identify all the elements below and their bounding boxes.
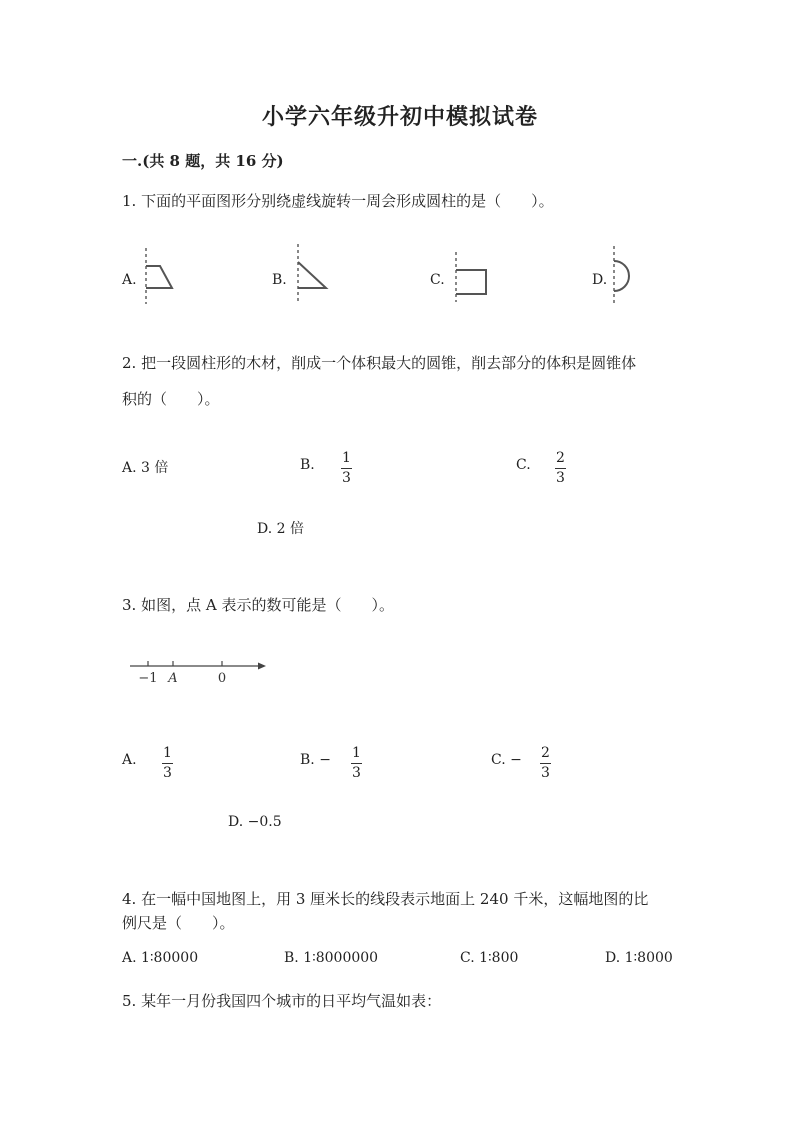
label-point-a: A (168, 671, 178, 686)
fraction-denominator: 3 (556, 470, 565, 486)
fraction-bar (351, 763, 362, 764)
q1-option-c-label[interactable]: C. (430, 272, 445, 288)
q1-option-a-label[interactable]: A. (122, 272, 137, 288)
fraction-numerator: 2 (541, 745, 550, 761)
q3-option-c-fraction (540, 746, 551, 781)
q3-option-a-fraction (162, 746, 173, 781)
question-1-text: 1. 下面的平面图形分别绕虚线旋转一周会形成圆柱的是（ ）。 (122, 192, 554, 210)
fraction-denominator: 3 (342, 470, 351, 486)
fraction-numerator: 2 (556, 450, 565, 466)
question-2-line-2: 积的（ ）。 (122, 390, 220, 408)
number-line (128, 652, 273, 688)
fraction-denominator: 3 (541, 765, 550, 781)
section-heading: 一.(共 8 题，共 16 分) (122, 152, 284, 170)
q1-figure-c-rectangle (450, 250, 495, 304)
fraction-numerator: 1 (352, 745, 361, 761)
question-4-line-1: 4. 在一幅中国地图上，用 3 厘米长的线段表示地面上 240 千米，这幅地图的比 (122, 890, 649, 908)
q4-option-a[interactable]: A. 1∶80000 (122, 950, 199, 966)
fraction-numerator: 1 (342, 450, 351, 466)
fraction-bar (341, 468, 352, 469)
fraction-bar (162, 763, 173, 764)
q2-option-d[interactable]: D. 2 倍 (257, 521, 304, 537)
question-4-line-2: 例尺是（ ）。 (122, 914, 235, 932)
q1-option-b-label[interactable]: B. (272, 272, 287, 288)
q1-figure-b-triangle (292, 242, 337, 306)
q1-figure-a-trapezoid (140, 246, 180, 306)
fraction-bar (540, 763, 551, 764)
q2-option-b-fraction (341, 451, 352, 486)
q4-option-c[interactable]: C. 1∶800 (460, 950, 519, 966)
q3-option-c-label[interactable]: C. − (491, 752, 522, 768)
q1-figure-d-semicircle (608, 244, 648, 306)
q2-option-c-fraction (555, 451, 566, 486)
q3-option-d[interactable]: D. −0.5 (228, 814, 282, 830)
q3-option-a-label[interactable]: A. (122, 752, 137, 768)
number-line-arrow (258, 663, 266, 670)
label-zero: 0 (217, 671, 227, 686)
q2-option-b-label[interactable]: B. (300, 457, 315, 473)
q4-option-b[interactable]: B. 1∶8000000 (284, 950, 379, 966)
q1-option-d-label[interactable]: D. (592, 272, 608, 288)
question-2-line-1: 2. 把一段圆柱形的木材，削成一个体积最大的圆锥，削去部分的体积是圆锥体 (122, 354, 637, 372)
fraction-denominator: 3 (163, 765, 172, 781)
fraction-bar (555, 468, 566, 469)
label-minus-one: −1 (138, 671, 158, 686)
fraction-numerator: 1 (163, 745, 172, 761)
q3-option-b-fraction (351, 746, 362, 781)
fraction-denominator: 3 (352, 765, 361, 781)
question-3-text: 3. 如图，点 A 表示的数可能是（ ）。 (122, 596, 394, 614)
q4-option-d[interactable]: D. 1∶8000 (605, 950, 673, 966)
q3-option-b-label[interactable]: B. − (300, 752, 331, 768)
q2-option-c-label[interactable]: C. (516, 457, 531, 473)
question-5-text: 5. 某年一月份我国四个城市的日平均气温如表： (122, 992, 442, 1010)
q2-option-a[interactable]: A. 3 倍 (122, 460, 169, 476)
page-title: 小学六年级升初中模拟试卷 (261, 104, 538, 130)
